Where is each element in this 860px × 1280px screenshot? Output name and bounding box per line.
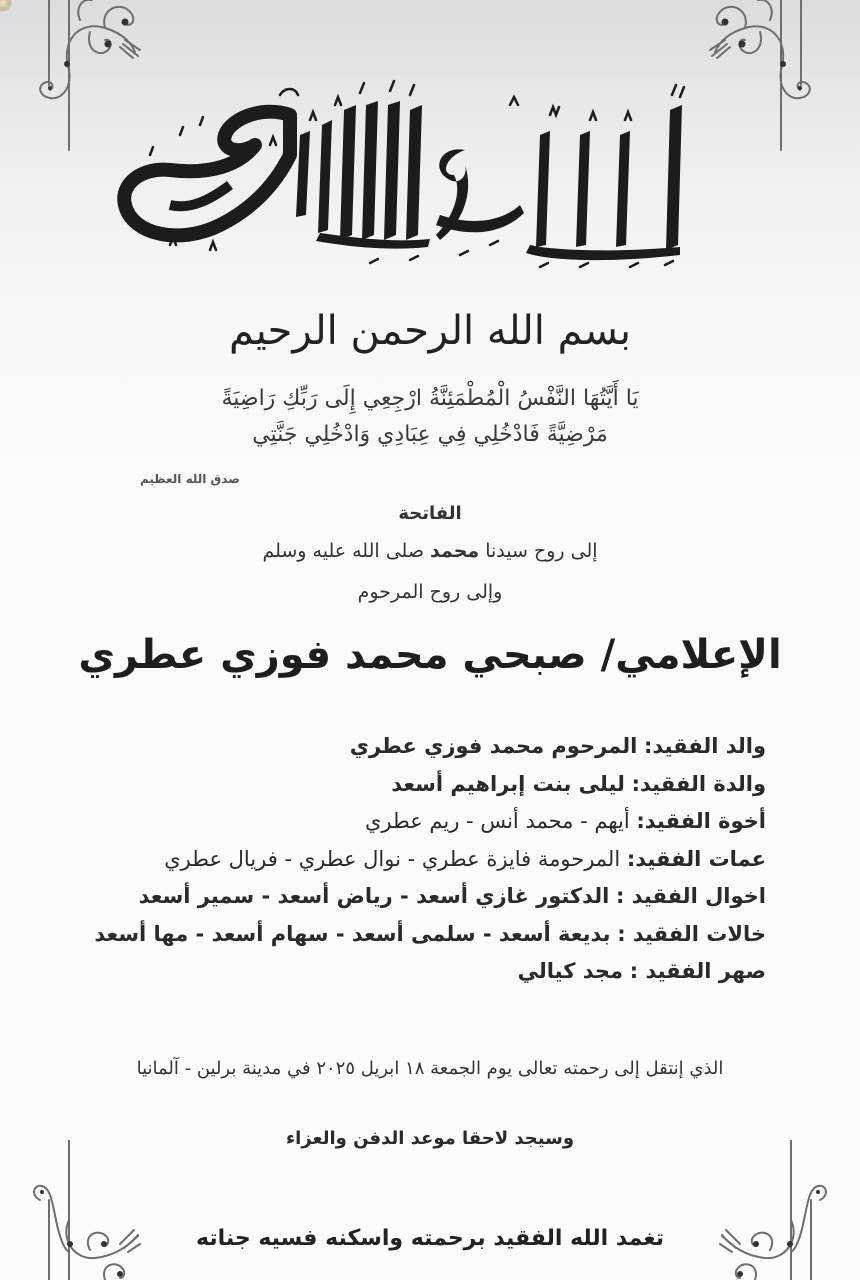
relative-label: خالات الفقيد :	[617, 921, 766, 946]
dedication-line-2: وإلى روح المرحوم	[357, 581, 503, 603]
relative-value: أيهم - محمد أنس - ريم عطري	[364, 809, 630, 833]
ornament-top-right-icon	[690, 0, 830, 160]
relative-label: والد الفقيد:	[644, 734, 766, 758]
relative-label: صهر الفقيد :	[629, 959, 766, 983]
verse-line-2: مَرْضِيَّةً فَادْخُلِي فِي عِبَادِي وَادْخُلِي جَنَّتِي	[252, 422, 608, 447]
relative-value: ليلى بنت إبراهيم أسعد	[391, 771, 625, 796]
relative-value: الدكتور غازي أسعد - رياض أسعد - سمير أسعد	[138, 884, 610, 908]
relatives-list	[94, 728, 766, 991]
passing-notice: الذي إنتقل إلى رحمته تعالى يوم الجمعة ١٨ ابريل ٢٠٢٥ في مدينة برلين - آلمانيا	[136, 1058, 724, 1079]
fatiha-heading: الفاتحة	[398, 503, 462, 524]
relative-row-siblings	[94, 803, 766, 841]
ornament-bottom-left-icon	[20, 1140, 160, 1280]
funeral-note: وسيجد لاحقا موعد الدفن والعزاء	[285, 1128, 575, 1149]
deceased-name: الإعلامي/ صبحي محمد فوزي عطري	[78, 632, 782, 678]
relative-value: بديعة أسعد - سلمى أسعد - سهام أسعد - مها أسعد	[94, 921, 611, 946]
verse-line-1: يَا أَيَّتُهَا النَّفْسُ الْمُطْمَئِنَّةُ ارْجِعِي إِلَى رَبِّكِ رَاضِيَةً	[221, 386, 639, 411]
verse-attribution: صدق الله العظيم	[140, 472, 240, 486]
relative-value: مجد كيالي	[517, 959, 624, 983]
basmala: بسم الله الرحمن الرحيم	[228, 308, 632, 354]
relative-value: المرحوم محمد فوزي عطري	[349, 734, 638, 758]
dedication-suffix: صلى الله عليه وسلم	[262, 540, 424, 562]
relative-row-mother	[94, 766, 766, 804]
relative-value: المرحومة فايزة عطري - نوال عطري - فريال عطري	[164, 846, 621, 871]
ornament-bottom-right-icon	[700, 1140, 840, 1280]
relative-label: أخوة الفقيد:	[636, 809, 766, 833]
relative-row-maternal-aunts	[94, 916, 766, 954]
calligraphy-strokes-icon	[110, 75, 710, 275]
relative-row-paternal-aunts	[94, 841, 766, 879]
corner-artifact	[0, 0, 12, 12]
calligraphy-title	[110, 75, 710, 275]
relative-label: اخوال الفقيد :	[616, 884, 766, 908]
dedication-prophet-name: محمد	[430, 540, 480, 562]
dedication-prefix: إلى روح سيدنا	[485, 540, 598, 562]
relative-label: عمات الفقيد:	[626, 846, 766, 871]
relative-row-maternal-uncles	[94, 878, 766, 916]
closing-prayer: تغمد الله الفقيد برحمته واسكنه فسيه جناته	[195, 1226, 665, 1251]
relative-label: والدة الفقيد:	[631, 771, 766, 796]
relative-row-father	[94, 728, 766, 766]
relative-row-in-law	[94, 953, 766, 991]
dedication-line-1	[0, 540, 860, 562]
